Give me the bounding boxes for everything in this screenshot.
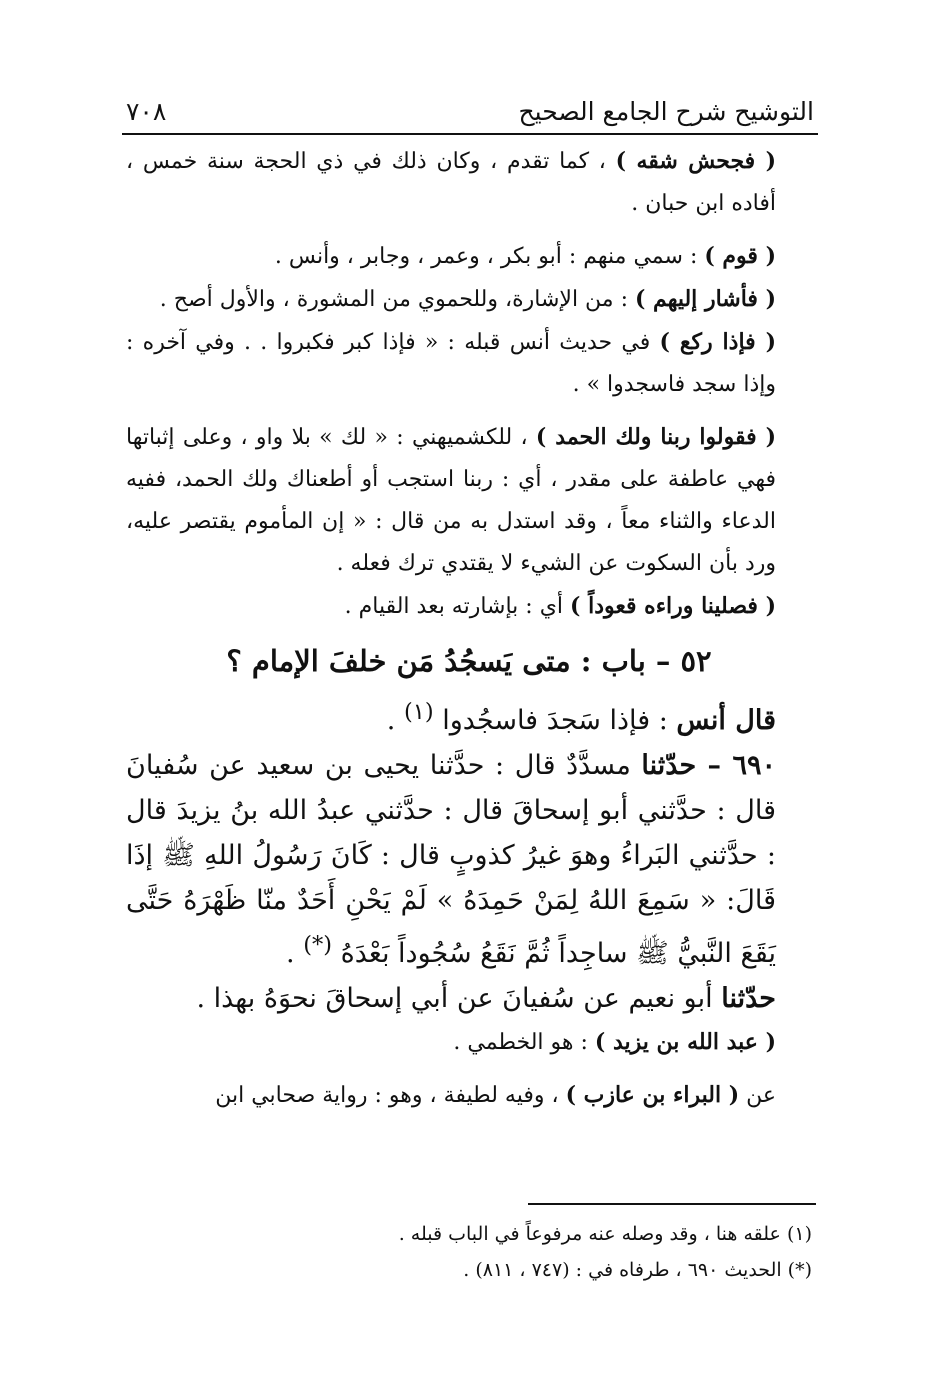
commentary-text: : هو الخطمي .	[453, 1030, 595, 1055]
commentary-term: ( البراء بن عازب )	[565, 1082, 740, 1108]
commentary-text: ، وفيه لطيفة ، وهو : رواية صحابي ابن	[215, 1083, 566, 1108]
second-chain	[126, 976, 812, 1021]
narrator-name: قال أنس	[676, 705, 776, 736]
footnote-marker: (*)	[303, 932, 333, 958]
footnote-rule	[528, 1203, 816, 1205]
commentary-text: ، كما تقدم ، وكان ذلك في ذي الحجة سنة خمس ، أفاده ابن حبان .	[126, 149, 776, 216]
commentary-paragraph	[126, 585, 812, 628]
commentary-text: أي : بإشارته بعد القيام .	[344, 594, 571, 619]
chain-label: حدّثنا	[721, 983, 776, 1014]
commentary-term: ( عبد الله بن يزيد )	[594, 1029, 776, 1055]
quote-text: : فإذا سَجدَ فاسجُدوا	[433, 705, 677, 736]
footnotes	[126, 1216, 812, 1288]
footnote: (١) علقه هنا ، وقد وصله عنه مرفوعاً في الباب قبله .	[398, 1223, 812, 1245]
commentary-term: ( فقولوا ربنا ولك الحمد )	[535, 424, 776, 450]
running-title: التوشيح شرح الجامع الصحيح	[518, 97, 814, 126]
hadith-number: ٦٩٠ – حدّثنا	[641, 750, 776, 781]
commentary-term: ( قوم )	[704, 243, 776, 269]
commentary-text: ، للكشميهني : « لك » بلا واو ، وعلى إثباتها فهي عاطفة على مقدر ، أي : ربنا استجب أو أطعناك ولك الحمد، ففيه الدعاء والثناء معاً ، وقد استدل به من قال : « إن المأموم يقتصر عليه، ورد بأن السكوت عن الشيء لا يقتدي ترك فعله .	[126, 425, 776, 576]
footnote-marker: (١)	[403, 699, 434, 725]
commentary-paragraph	[126, 416, 812, 585]
commentary-term: ( فإذا ركع )	[659, 329, 776, 355]
commentary-paragraph	[126, 321, 812, 406]
hadith-body: مسدَّدٌ قال : حدَّثنا يحيى بن سعيد عن سُفيانَ قال : حدَّثني أبو إسحاقَ قال : حدَّثني عبدُ الله بنُ يزيدَ قال : حدَّثني البَراءُ وهوَ غيرُ كذوبٍ قال : كَانَ رَسُولُ اللهِ ﷺ إذَا قَالَ: « سَمِعَ اللهُ لِمَنْ حَمِدَهُ » لَمْ يَحْنِ أَحَدٌ منّا ظَهْرَهُ حَتَّى يَقَعَ النَّبيُّ ﷺ ساجِداً ثُمَّ نَقَعُ سُجُوداً بَعْدَهُ	[126, 750, 776, 969]
commentary-paragraph	[126, 1021, 812, 1064]
commentary-term: ( فجحش شقه )	[615, 148, 777, 174]
commentary-paragraph	[126, 278, 812, 321]
commentary-term: ( فصلينا وراءه قعوداً )	[570, 593, 776, 619]
chain-text: أبو نعيم عن سُفيانَ عن أبي إسحاقَ نحوَهُ بهذا .	[196, 983, 722, 1014]
page-header	[126, 86, 814, 126]
commentary-text: : سمي منهم : أبو بكر ، وعمر ، وجابر ، وأنس .	[274, 244, 705, 269]
commentary-paragraph	[126, 235, 812, 278]
hadith-text: ٦٩٠ – حدّثنا مسدَّدٌ قال : حدَّثنا يحيى بن سعيد عن سُفيانَ قال : حدَّثني أبو إسحاقَ قال : حدَّثني عبدُ الله بنُ يزيدَ قال : حدَّثني البَراءُ وهوَ غيرُ كذوبٍ قال : كَانَ رَسُولُ اللهِ ﷺ إذَا قَالَ: « سَمِعَ اللهُ لِمَنْ حَمِدَهُ » لَمْ يَحْنِ أَحَدٌ منّا ظَهْرَهُ حَتَّى يَقَعَ النَّبيُّ ﷺ ساجِداً ثُمَّ نَقَعُ سُجُوداً بَعْدَهُ (*) .	[126, 750, 776, 969]
commentary-paragraph	[126, 140, 812, 225]
footnote: (*) الحديث ٦٩٠ ، طرفاه في : (٧٤٧ ، ٨١١) .	[463, 1259, 812, 1281]
header-rule	[122, 133, 818, 135]
chapter-heading: ٥٢ – باب : متى يَسجُدُ مَن خلفَ الإمام ؟	[226, 644, 712, 678]
commentary-term: ( فأشار إليهم )	[634, 286, 776, 312]
chapter-quote: قال أنس : فإذا سَجدَ فاسجُدوا $^{(١)}$ .	[386, 699, 776, 736]
page-number: ٧٠٨	[126, 97, 167, 126]
commentary-paragraph: عن ( البراء بن عازب ) ، وفيه لطيفة ، وهو : رواية صحابي ابن	[215, 1082, 776, 1108]
commentary-text: : من الإشارة، وللحموي من المشورة ، والأول أصح .	[159, 287, 635, 312]
main-text	[126, 140, 812, 1117]
commentary-text: في حديث أنس قبله : « فإذا كبر فكبروا . . وفي آخره : وإذا سجد فاسجدوا » .	[126, 330, 776, 397]
